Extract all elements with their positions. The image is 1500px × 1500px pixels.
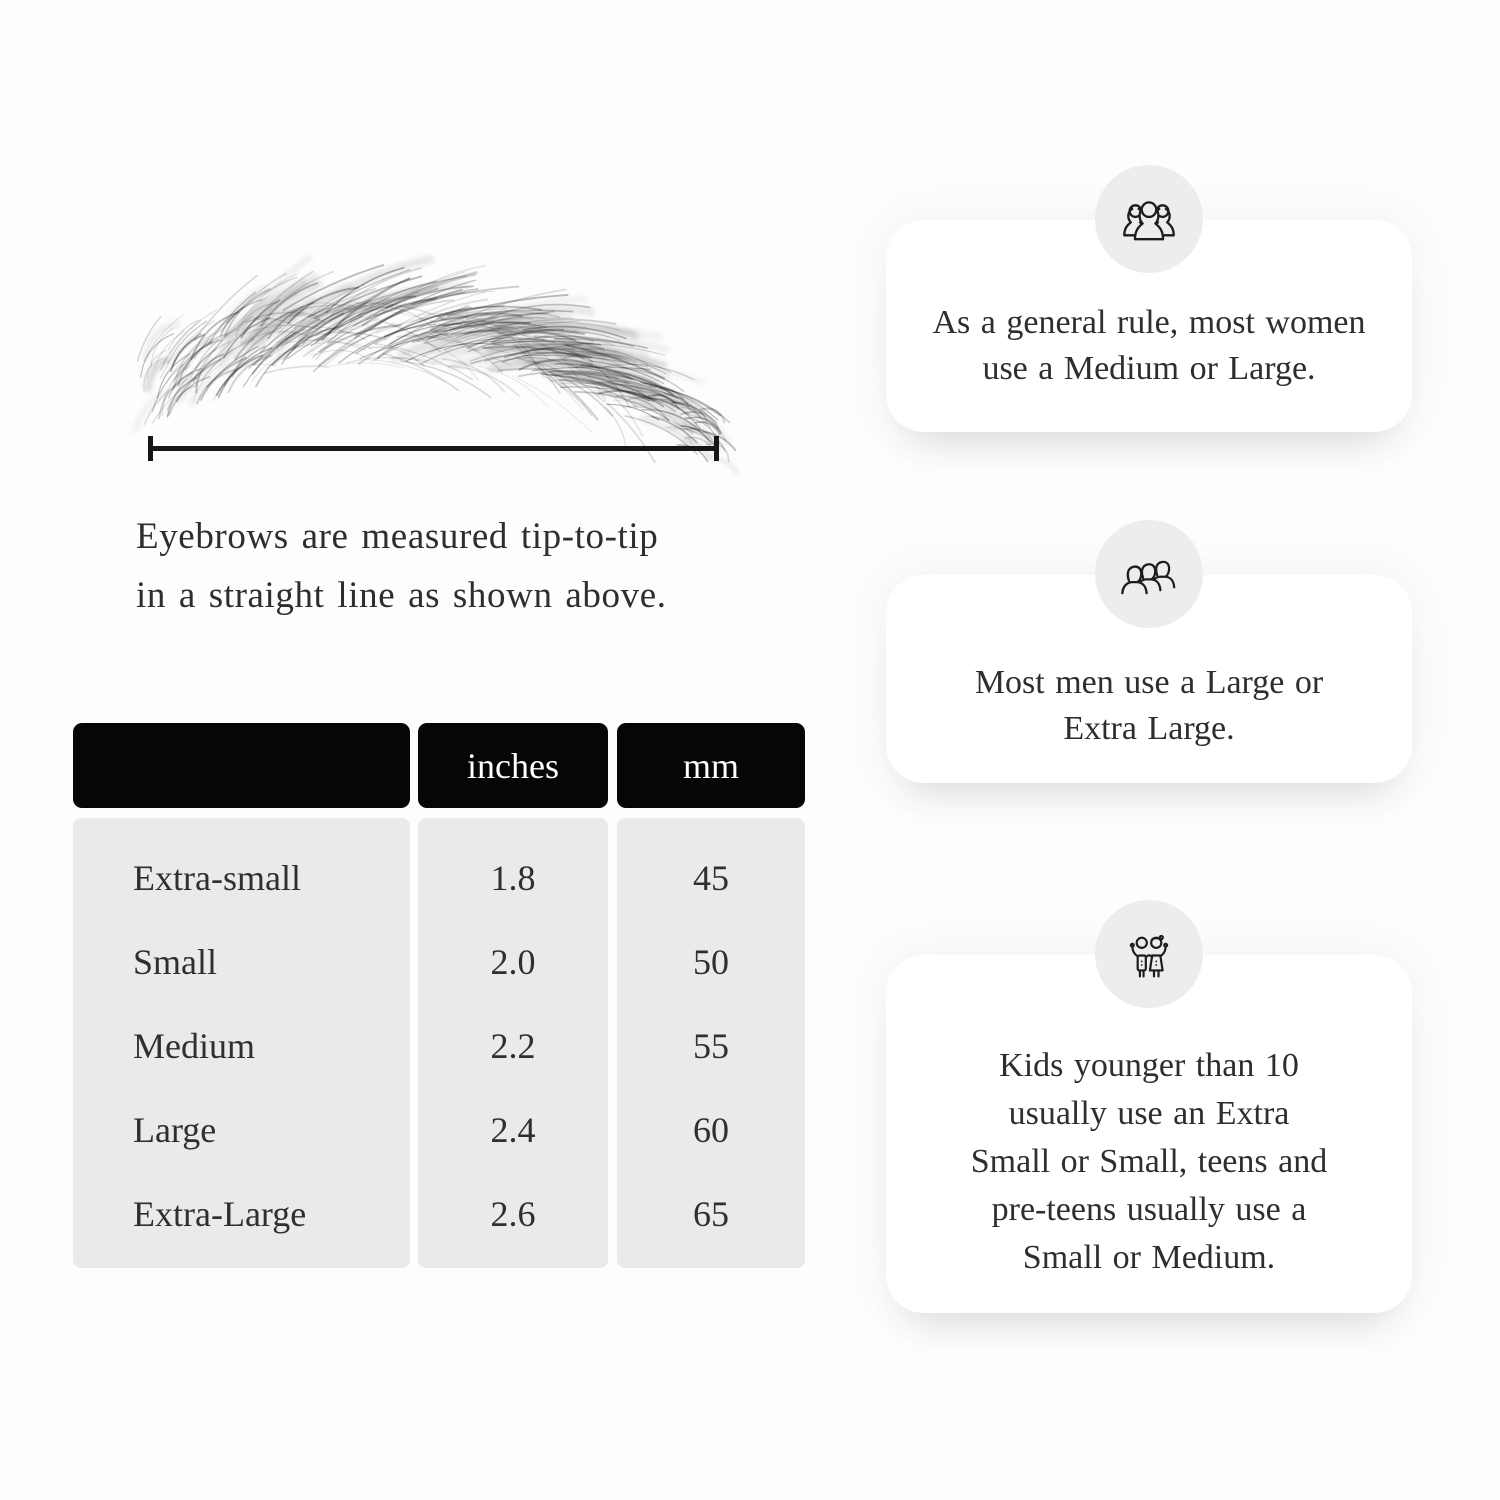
men-group-icon	[1118, 554, 1180, 597]
table-row	[73, 836, 805, 920]
card-text-line: pre-teens usually use a	[991, 1191, 1307, 1228]
inches-value: 2.6	[490, 1194, 536, 1234]
card-text-line: use a Medium or Large.	[982, 350, 1316, 387]
info-card-women	[886, 220, 1412, 432]
table-rows	[73, 836, 805, 1256]
card-text-line: Kids younger than 10	[999, 1047, 1299, 1084]
card-text-line: As a general rule, most women	[932, 304, 1366, 341]
info-card-men	[886, 575, 1412, 783]
mm-value: 55	[693, 1026, 729, 1066]
size-label: Extra-small	[133, 858, 301, 898]
measurement-caption	[136, 507, 667, 625]
women-group-icon	[1118, 198, 1180, 243]
inches-value: 2.2	[490, 1026, 536, 1066]
card-text-line: Extra Large.	[1063, 710, 1235, 747]
card-text	[886, 1042, 1412, 1282]
table-row	[73, 1172, 805, 1256]
header-cell-mm: mm	[617, 723, 805, 808]
icon-circle	[1095, 900, 1203, 1008]
children-icon	[1120, 931, 1178, 980]
size-label: Extra-Large	[133, 1194, 307, 1234]
table-row	[73, 1088, 805, 1172]
table-row	[73, 1004, 805, 1088]
eyebrow-illustration	[80, 230, 780, 490]
size-label: Small	[133, 942, 218, 982]
measurement-line	[150, 446, 717, 451]
inches-value: 2.4	[490, 1110, 536, 1150]
card-text-line: Small or Medium.	[1022, 1239, 1276, 1276]
inches-value: 1.8	[490, 858, 536, 898]
mm-value: 50	[693, 942, 729, 982]
icon-circle	[1095, 520, 1203, 628]
info-card-kids	[886, 955, 1412, 1313]
measurement-line-right-cap	[714, 436, 719, 461]
measurement-line-left-cap	[148, 436, 153, 461]
card-text-line: Most men use a Large or	[974, 664, 1324, 701]
size-label: Large	[133, 1110, 217, 1150]
inches-value: 2.0	[490, 942, 536, 982]
caption-line: in a straight line as shown above.	[136, 575, 667, 616]
size-table-body	[73, 818, 805, 1268]
header-cell-size	[73, 723, 410, 808]
card-text	[886, 300, 1412, 392]
mm-value: 60	[693, 1110, 729, 1150]
card-text-line: Small or Small, teens and	[970, 1143, 1328, 1180]
size-table	[73, 723, 805, 1268]
size-table-header	[73, 723, 805, 808]
size-label: Medium	[133, 1026, 255, 1066]
mm-value: 45	[693, 858, 729, 898]
card-text	[886, 660, 1412, 752]
table-row	[73, 920, 805, 1004]
mm-value: 65	[693, 1194, 729, 1234]
icon-circle	[1095, 165, 1203, 273]
header-cell-inches: inches	[418, 723, 608, 808]
card-text-line: usually use an Extra	[1008, 1095, 1290, 1132]
caption-line: Eyebrows are measured tip-to-tip	[136, 516, 659, 557]
